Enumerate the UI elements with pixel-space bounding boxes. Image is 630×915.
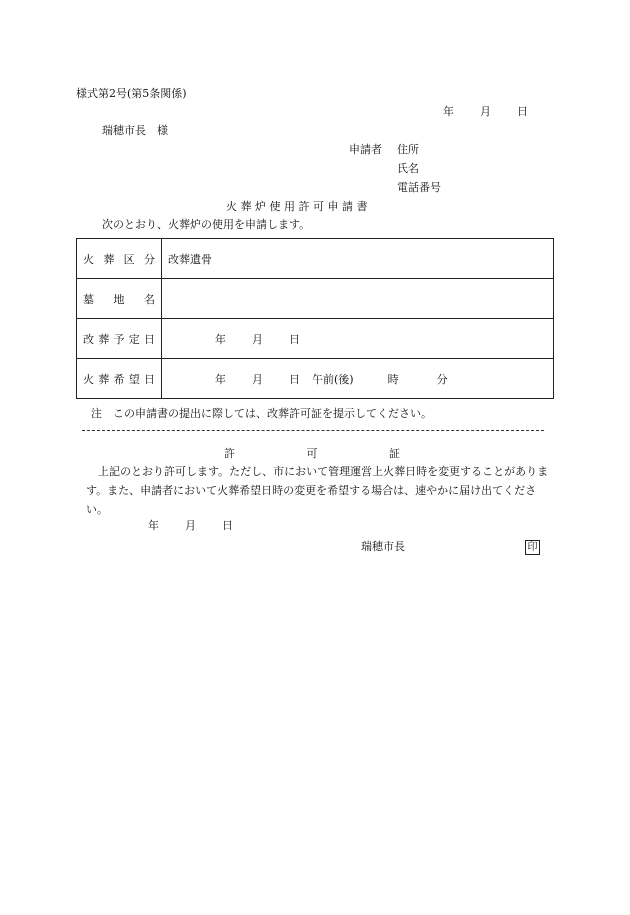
desired-month: 月 <box>252 372 263 386</box>
cemetery-name-value[interactable] <box>162 279 554 319</box>
date-day: 日 <box>517 105 528 118</box>
table-row <box>77 239 554 279</box>
date-header <box>443 106 528 117</box>
desired-minute: 分 <box>436 372 448 386</box>
application-table <box>76 238 554 399</box>
table-row <box>77 359 554 399</box>
intro-text: 次のとおり、火葬炉の使用を申請します。 <box>102 218 311 231</box>
permit-date <box>148 520 233 531</box>
cremation-desired-date-value[interactable] <box>162 359 554 399</box>
desired-ampm: 午前(後) <box>312 372 354 386</box>
permit-title: 許 可 証 <box>224 447 400 460</box>
permit-month: 月 <box>185 519 196 532</box>
issuer-name: 瑞穂市長 <box>361 540 405 553</box>
applicant-label: 申請者 <box>349 143 382 156</box>
permit-year: 年 <box>148 519 159 532</box>
reburial-date-value[interactable] <box>162 319 554 359</box>
table-row <box>77 319 554 359</box>
date-year: 年 <box>443 105 454 118</box>
permit-day: 日 <box>222 519 233 532</box>
applicant-name-label: 氏名 <box>397 162 419 175</box>
date-month: 月 <box>480 105 491 118</box>
form-id: 様式第2号(第5条関係) <box>76 87 187 100</box>
seal-mark: 印 <box>525 540 540 555</box>
cemetery-name-label: 墓 地 名 <box>77 279 162 319</box>
desired-day: 日 <box>289 372 300 386</box>
desired-year: 年 <box>215 372 226 386</box>
addressee: 瑞穂市長 様 <box>102 124 168 137</box>
cut-line <box>82 430 544 432</box>
permit-body: 上記のとおり許可します。ただし、市において管理運営上火葬日時を変更することがあります。また、申請者において火葬希望日時の変更を希望する場合は、速やかに届け出てください。 <box>86 465 549 516</box>
reburial-month: 月 <box>252 332 263 346</box>
table-row <box>77 279 554 319</box>
reburial-year: 年 <box>215 332 226 346</box>
note-text: 注 この申請書の提出に際しては、改葬許可証を提示してください。 <box>91 407 432 420</box>
cremation-category-value[interactable]: 改葬遺骨 <box>162 239 554 279</box>
reburial-date-label: 改 葬 予 定 日 <box>77 319 162 359</box>
desired-hour: 時 <box>387 372 399 386</box>
applicant-address-label: 住所 <box>397 143 419 156</box>
applicant-phone-label: 電話番号 <box>397 181 441 194</box>
cremation-desired-date-label: 火 葬 希 望 日 <box>77 359 162 399</box>
form-title: 火 葬 炉 使 用 許 可 申 請 書 <box>226 200 368 213</box>
reburial-day: 日 <box>289 332 300 346</box>
cremation-category-label: 火 葬 区 分 <box>77 239 162 279</box>
